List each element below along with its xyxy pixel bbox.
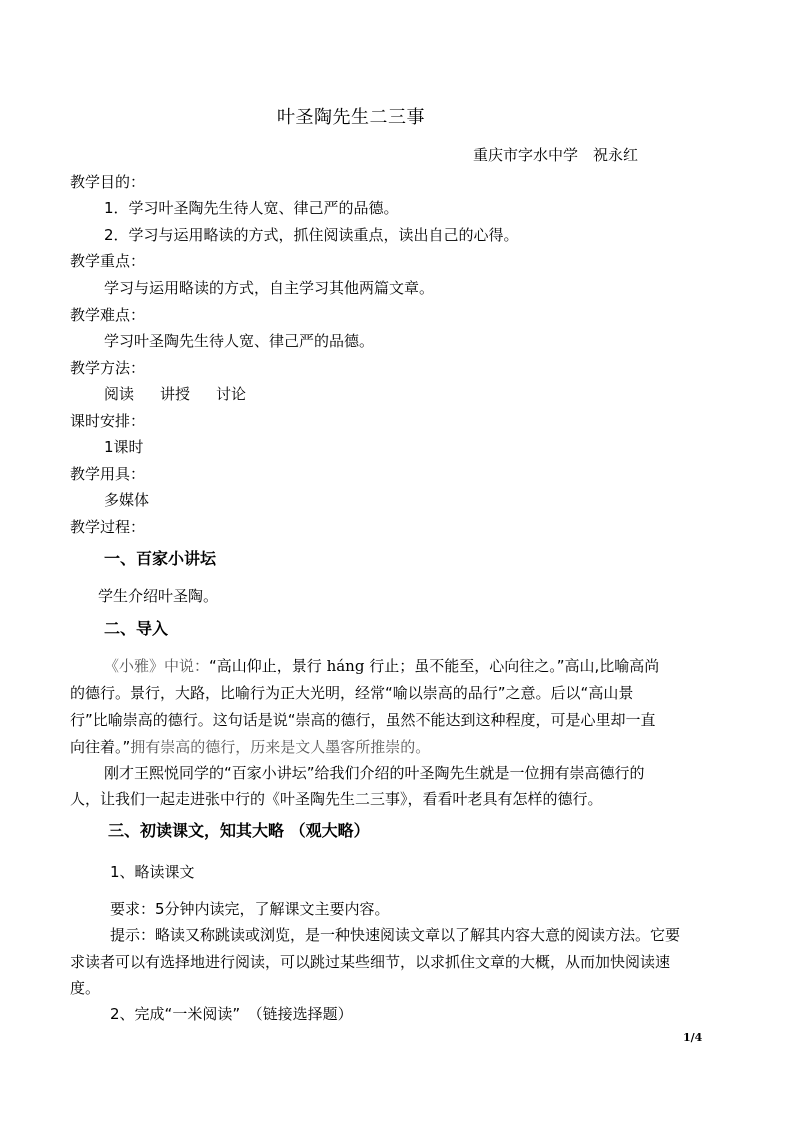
skim-subheading: 1、略读课文 xyxy=(110,863,195,881)
part1-text: 学生介绍叶圣陶。 xyxy=(98,587,219,605)
intro-para2-line-2: 人，让我们一起走进张中行的《叶圣陶先生二三事》，看看叶老具有怎样的德行。 xyxy=(70,790,603,808)
tip-line-2: 求读者可以有选择地进行阅读，可以跳过某些细节，以求抓住文章的大概，从而加快阅读速 xyxy=(70,953,671,971)
pinyin-annotation: háng xyxy=(326,657,365,675)
intro-line-1 xyxy=(104,656,659,676)
document-title: 叶圣陶先生二三事 xyxy=(277,107,425,128)
difficult-text: 学习叶圣陶先生待人宽、律己严的品德。 xyxy=(104,332,375,350)
goal-2: 2．学习与运用略读的方式，抓住阅读重点，读出自己的心得。 xyxy=(104,226,519,244)
hours-heading: 课时安排： xyxy=(70,412,146,430)
tip-line-1: 提示：略读又称跳读或浏览，是一种快速阅读文章以了解其内容大意的阅读方法。它要 xyxy=(110,926,681,944)
goals-heading: 教学目的： xyxy=(70,173,146,191)
difficult-heading: 教学难点： xyxy=(70,306,146,324)
intro-line-4-end: 拥有崇高的德行，历来是文人墨客所推崇的。 xyxy=(130,738,431,756)
tools-heading: 教学用具： xyxy=(70,465,146,483)
key-heading: 教学重点： xyxy=(70,252,146,270)
process-heading: 教学过程： xyxy=(70,518,146,536)
page-number: 1/4 xyxy=(683,1031,703,1044)
hours-text: 1课时 xyxy=(104,438,144,456)
intro-para2-line-1: 刚才王熙悦同学的“百家小讲坛”给我们介绍的叶圣陶先生就是一位拥有崇高德行的 xyxy=(104,764,645,782)
quote-source: 《小雅》中说： xyxy=(104,657,210,675)
tip-line-3: 度。 xyxy=(70,979,101,997)
quote-part-b: 行止；虽不能至，心向往之。”高山,比喻高尚 xyxy=(369,657,660,675)
part2-heading: 二、导入 xyxy=(104,619,169,638)
method-item: 讲授 xyxy=(160,385,191,403)
requirement-text: 要求：5分钟内读完，了解课文主要内容。 xyxy=(110,900,390,918)
author-line: 重庆市字水中学 祝永红 xyxy=(473,146,639,164)
key-text: 学习与运用略读的方式，自主学习其他两篇文章。 xyxy=(104,279,435,297)
part1-heading: 一、百家小讲坛 xyxy=(104,549,217,568)
methods-heading: 教学方法： xyxy=(70,359,146,377)
tools-text: 多媒体 xyxy=(104,491,150,509)
intro-line-3: 行”比喻崇高的德行。这句话是说“崇高的德行，虽然不能达到这种程度，可是心里却一直 xyxy=(70,711,656,729)
goal-1: 1．学习叶圣陶先生待人宽、律己严的品德。 xyxy=(104,199,399,217)
exercise-subheading: 2、完成“一米阅读” （链接选择题） xyxy=(110,1005,353,1023)
method-item: 讨论 xyxy=(216,385,247,403)
method-item: 阅读 xyxy=(104,385,135,403)
part3-heading: 三、初读课文，知其大略 （观大略） xyxy=(108,821,370,840)
intro-line-4-start: 向往着。” xyxy=(70,738,131,756)
quote-part-a: “高山仰止，景行 xyxy=(209,657,322,675)
intro-line-4 xyxy=(70,737,430,757)
intro-line-2: 的德行。景行，大路，比喻行为正大光明，经常“喻以崇高的品行”之意。后以“高山景 xyxy=(70,684,634,702)
